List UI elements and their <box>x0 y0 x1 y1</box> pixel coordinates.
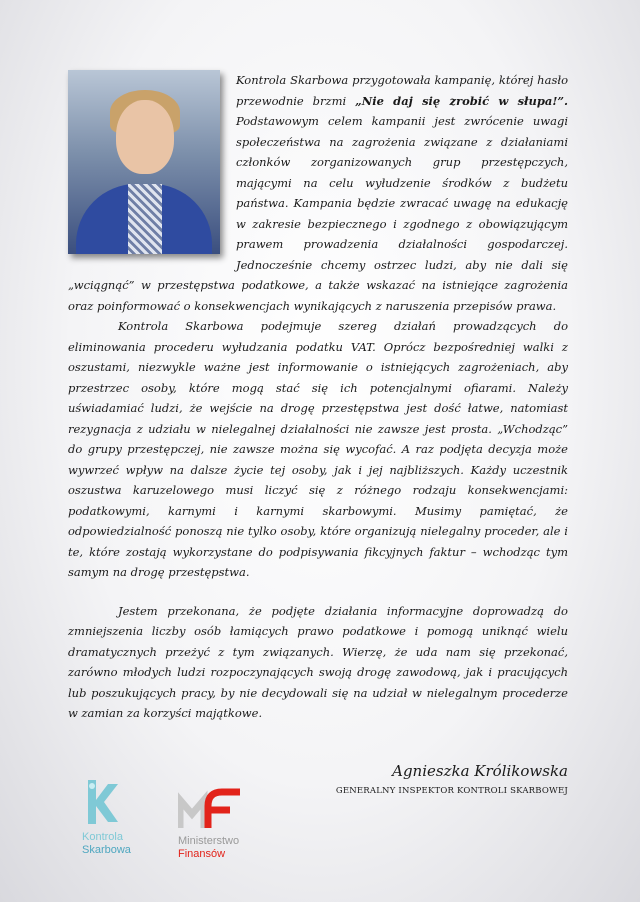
letter-body <box>68 70 568 724</box>
paragraph-3: Jestem przekonana, że podjęte działania informacyjne doprowadzą do zmniejszenia liczby osób łamiących prawo podatkowe i pomogą uniknąć wielu dramatycznych przeżyć z tym związanych. Wierzę, że uda nam się przekonać, zarówno młodych ludzi rozpoczynających swoją drogę zawodową, jak i pracujących lub poszukujących pracy, by nie decydowali się na udział w nielegalnym procederze w zamian za korzyści majątkowe. <box>68 603 568 720</box>
signature-block <box>336 762 568 796</box>
campaign-slogan: „Nie daj się zrobić w słupa!”. <box>355 93 568 108</box>
paragraph-1-rest: Podstawowym celem kampanii jest zwrócenie uwagi społeczeństwa na zagrożenia związane z działaniami członków zorganizowanych grup przestępczych, mającymi na celu wyłudzenie środków z budżetu państwa. Kampania będzie zwracać uwagę na edukację w zakresie bezpiecznego i zgodnego z obowiązującym prawem prowadzenia działalności gospodarczej. Jednocześnie chcemy ostrzec ludzi, aby nie dali się „wciągnąć” w przestępstwa podatkowe, a także wskazać na istniejące zagrożenia oraz poinformować o konsekwencjach wynikających z naruszenia przepisów prawa. <box>68 114 568 313</box>
mf-logo-line-2: Finansów <box>178 848 226 860</box>
paragraph-2: Kontrola Skarbowa podejmuje szereg działań prowadzących do eliminowania procederu wyłudzania podatku VAT. Oprócz bezpośredniej walki z oszustami, niezwykle ważne jest informowanie o istniejących zagrożeniach, aby przestrzec osoby, które mogą stać się ich potencjalnymi ofiarami. Należy uświadamiać ludzi, że wejście na drogę przestępstwa jest dość łatwe, natomiast rezygnacja z udziału w nielegalnej działalności nie zawsze jest prosta. „Wchodząc” do grupy przestępczej, nie zawsze można się wycofać. A raz podjęta decyzja może wywrzeć wpływ na dalsze życie tej osoby, jak i jej najbliższych. Każdy uczestnik oszustwa karuzelowego musi liczyć się z różnego rodzaju konsekwencjami: podatkowymi, karnymi i karnymi skarbowymi. Musimy pamiętać, że odpowiedzialność ponoszą nie tylko osoby, które organizują nielegalny proceder, ale i te, które zostają wykorzystane do podpisywania fikcyjnych faktur – wchodząc tym samym na drogę przestępstwa. <box>68 319 568 579</box>
ks-emblem-icon <box>82 778 122 826</box>
photo-wrap-spacer <box>68 70 236 256</box>
ks-logo-line-1: Kontrola <box>82 831 123 843</box>
signatory-name: Agnieszka Królikowska <box>392 762 568 780</box>
paragraph-1-intro: Kontrola Skarbowa przygotowała kampanię, której hasło przewodnie brzmi <box>236 73 568 108</box>
ks-logo-line-2: Skarbowa <box>82 844 131 856</box>
kontrola-skarbowa-logo <box>82 778 131 857</box>
mf-logo-line-1: Ministerstwo <box>178 835 240 847</box>
mf-emblem-icon <box>178 788 246 830</box>
signatory-title: GENERALNY INSPEKTOR KONTROLI SKARBOWEJ <box>335 786 568 796</box>
ministerstwo-finansow-logo <box>178 788 246 861</box>
